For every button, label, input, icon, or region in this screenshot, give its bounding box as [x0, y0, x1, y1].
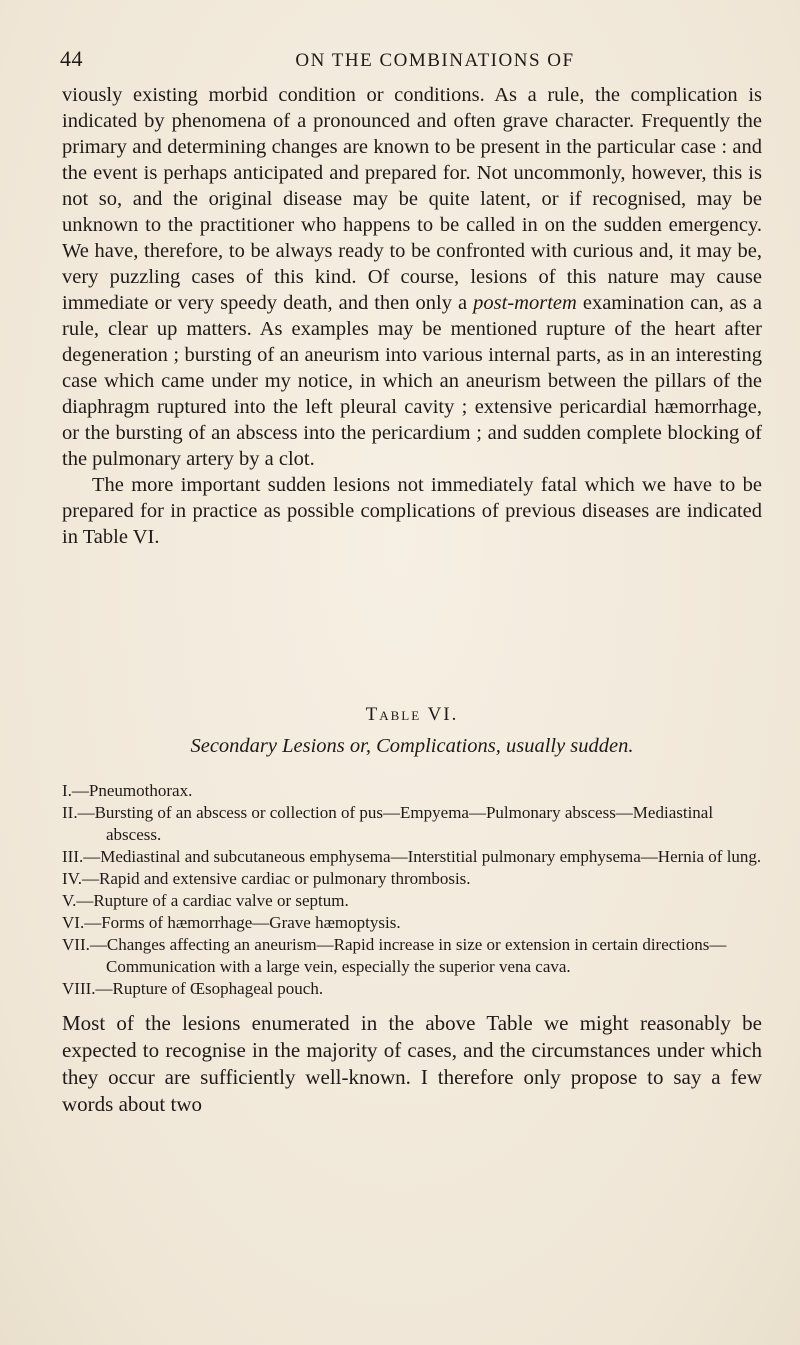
paragraph-1-italic: post-mortem [473, 292, 577, 314]
table-item-text: Forms of hæmorrhage—Grave hæmoptysis. [101, 913, 401, 932]
table-item-text: Bursting of an abscess or collection of pus—Empyema—Pulmonary abscess—Mediastinal abscess. [94, 803, 714, 844]
table-item-text: Rapid and extensive cardiac or pulmonary thrombosis. [99, 869, 471, 888]
table-subtitle-part-a: Secondary Lesions [190, 735, 345, 757]
table-subtitle-part-c: Complications, usually sudden. [376, 735, 634, 757]
table-item-text: Rupture of Œsophageal pouch. [112, 979, 324, 998]
table-item-number: II.— [62, 803, 95, 822]
paragraph-2: The more important sudden lesions not immediately fatal which we have to be prepared for in practice as possible complications of previous diseases are indicated in Table VI. [62, 474, 762, 548]
table-item [62, 802, 762, 846]
running-head: ON THE COMBINATIONS OF [295, 50, 575, 71]
paragraph-3: Most of the lesions enumerated in the above Table we might reasonably be expected to recognise in the majority of cases, and the circumstances under which they occur are sufficiently well-known. I therefore only propose to say a few words about two [62, 1011, 762, 1116]
table-list [62, 780, 762, 1000]
table-item-text: Rupture of a cardiac valve or septum. [93, 891, 349, 910]
table-item-number: VIII.— [62, 979, 113, 998]
table-item [62, 780, 762, 802]
table-item-number: V.— [62, 891, 94, 910]
table-item-number: I.— [62, 781, 89, 800]
table-subtitle: Secondary Lesions or, Complications, usually sudden. [190, 735, 634, 757]
table-item [62, 846, 762, 868]
paragraph-1-text-b: examination can, as a rule, clear up matters. As examples may be mentioned rupture of the heart after degeneration ; bursting of an aneurism into various internal parts, as in an interesting case which came under my notice, in which an aneurism between the pillars of the diaphragm ruptured into the left pleural cavity ; extensive pericardial hæmorrhage, or the bursting of an abscess into the pericardium ; and sudden complete blocking of the pulmonary artery by a clot. [62, 292, 763, 470]
table-item-text: Mediastinal and subcutaneous emphysema—Interstitial pulmonary emphysema—Hernia of lung. [100, 847, 762, 866]
table-item-number: III.— [62, 847, 101, 866]
table-item [62, 934, 762, 978]
table-item-number: IV.— [62, 869, 99, 888]
table-item [62, 978, 762, 1000]
page-header [60, 46, 760, 76]
paragraph-1 [62, 82, 762, 472]
table-vi [62, 704, 762, 1000]
page-number: 44 [60, 46, 83, 71]
table-item-text: Changes affecting an aneurism—Rapid increase in size or extension in certain directions—Communication with a large vein, especially the superior vena cava. [106, 935, 727, 976]
body-text-upper [62, 82, 762, 550]
table-item [62, 890, 762, 912]
body-text-lower [62, 1010, 762, 1118]
paragraph-1-text-a: viously existing morbid condition or conditions. As a rule, the complication is indicated by phenomena of a pronounced and often grave character. Frequently the primary and determining changes are known to be present in the particular case : and the event is perhaps anticipated and prepared for. Not uncommonly, however, this is not so, and the original disease may be quite latent, or if recognised, may be unknown to the practitioner who happens to be called in on the sudden emergency. We have, therefore, to be always ready to be confronted with curious and, it may be, very puzzling cases of this kind. Of course, lesions of this nature may cause immediate or very speedy death, and then only a [62, 84, 762, 314]
table-subtitle-part-b: or [349, 735, 366, 757]
table-item-text: Pneumothorax. [88, 781, 193, 800]
table-title: Table VI. [365, 704, 459, 725]
table-item-number: VI.— [62, 913, 102, 932]
table-item [62, 868, 762, 890]
table-item [62, 912, 762, 934]
table-item-number: VII.— [62, 935, 107, 954]
